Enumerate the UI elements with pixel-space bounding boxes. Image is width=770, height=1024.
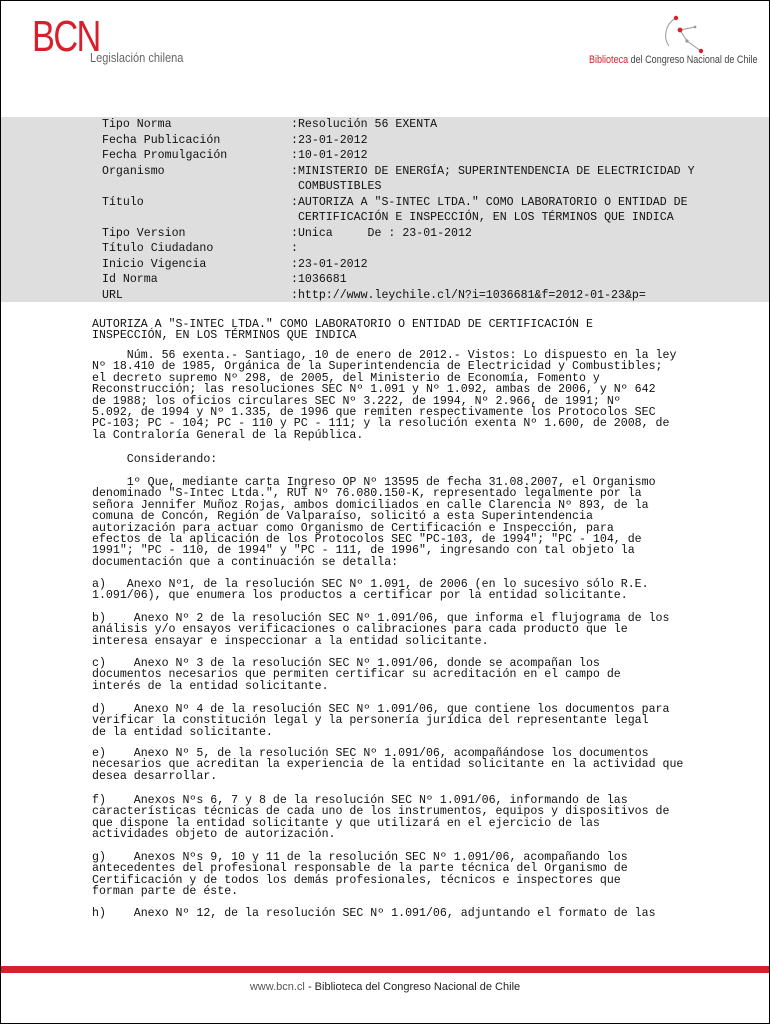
meta-label: Título Ciudadano [102, 242, 214, 255]
metadata-table [1, 117, 769, 302]
library-name-first: Biblioteca [589, 54, 629, 66]
meta-label: Inicio Vigencia [102, 257, 207, 271]
bcn-logo: BCN [32, 12, 100, 61]
meta-label: Tipo Version [102, 226, 186, 240]
list-item-d: d) Anexo Nº 4 de la resolución SEC Nº 1.091/06, que contiene los documentos para verificar la constitución legal y la personería jurídica del representante legal de la entidad solicitante. [92, 703, 670, 739]
footer-url-link[interactable]: www.bcn.cl [249, 981, 305, 993]
library-name [589, 54, 757, 66]
meta-label: Título [102, 195, 144, 209]
paragraph-item-1: 1º Que, mediante carta Ingreso OP Nº 13595 de fecha 31.08.2007, el Organismo denominado "S-Intec Ltda.", RUT Nº 76.080.150-K, representado legalmente por la señora Jennifer Muñoz Rojas, ambos domiciliados en calle Clarencia Nº 893, de la comuna de Concón, Región de Valparaíso, solicitó a esta Superintendencia autorización para actuar como Organismo de Certificación e Inspección, para efectos de la aplicación de los Protocolos SEC "PC-103, de 1994"; "PC - 104, de 1991"; "PC - 110, de 1994" y "PC - 111, de 1996", ingresando con tal objeto la documentación que a continuación se detalla: [92, 476, 656, 569]
meta-label: Organismo [102, 164, 165, 178]
page-footer [1, 981, 769, 993]
footer-label: Biblioteca del Congreso Nacional de Chile [314, 981, 521, 993]
list-item-f: f) Anexos Nºs 6, 7 y 8 de la resolución SEC Nº 1.091/06, informando de las características técnicas de cada uno de los instrumentos, equipos y dispositivos de que dispone la entidad solicitante y que utilizará en el ejercicio de las actividades objeto de autorización. [92, 794, 670, 842]
meta-label: Tipo Norma [102, 118, 172, 131]
meta-label: URL [102, 288, 123, 302]
meta-value: : [291, 242, 298, 255]
meta-value: :AUTORIZA A "S-INTEC LTDA." COMO LABORATORIO O ENTIDAD DE CERTIFICACIÓN E INSPECCIÓN, EN LOS TÉRMINOS QUE INDICA [291, 195, 688, 224]
meta-value: :23-01-2012 [291, 133, 368, 147]
meta-url-link[interactable]: :http://www.leychile.cl/N?i=1036681&f=2012-01-23&p= [291, 288, 646, 302]
meta-value: :23-01-2012 [291, 257, 368, 271]
constellation-icon [657, 14, 705, 56]
paragraph-vistos: Núm. 56 exenta.- Santiago, 10 de enero de 2012.- Vistos: Lo dispuesto en la ley Nº 18.410 de 1985, Orgánica de la Superintendencia de Electricidad y Combustibles; el decreto supremo Nº 298, de 2005, del Ministerio de Economía, Fomento y Reconstrucción; las resoluciones SEC Nº 1.091 y Nº 1.092, ambas de 2006, y Nº 642 de 1988; los oficios circulares SEC Nº 3.222, de 1994, Nº 2.966, de 1991; Nº 5.092, de 1994 y Nº 1.335, de 1996 que remiten respectivamente los Protocolos SEC PC-103; PC - 104; PC - 110 y PC - 111; y la resolución exenta Nº 1.600, de 2008, de la Contraloría General de la República. [92, 349, 677, 442]
list-item-a: a) Anexo Nº1, de la resolución SEC Nº 1.091, de 2006 (en lo sucesivo sólo R.E. 1.091/06), que enumera los productos a certificar por la entidad solicitante. [92, 578, 649, 603]
logo-subtitle: Legislación chilena [90, 50, 184, 65]
library-name-rest: del Congreso Nacional de Chile [628, 54, 758, 66]
meta-value: :10-01-2012 [291, 149, 368, 162]
footer-bar [1, 966, 769, 973]
list-item-c: c) Anexo Nº 3 de la resolución SEC Nº 1.091/06, donde se acompañan los documentos necesarios que permiten certificar su acreditación en el campo de interés de la entidad solicitante. [92, 657, 621, 693]
list-item-e: e) Anexo Nº 5, de la resolución SEC Nº 1.091/06, acompañándose los documentos necesarios que acreditan la experiencia de la entidad solicitante en la actividad que desea desarrollar. [92, 747, 684, 783]
footer-separator: - [304, 981, 315, 993]
list-item-h: h) Anexo Nº 12, de la resolución SEC Nº 1.091/06, adjuntando el formato de las [92, 907, 656, 920]
document-title: AUTORIZA A "S-INTEC LTDA." COMO LABORATORIO O ENTIDAD DE CERTIFICACIÓN E INSPECCIÓN, EN LOS TÉRMINOS QUE INDICA [92, 318, 593, 343]
page-header [1, 1, 769, 113]
list-item-g: g) Anexos Nºs 9, 10 y 11 de la resolución SEC Nº 1.091/06, acompañando los antecedentes del profesional responsable de la parte técnica del Organismo de Certificación y de todos los demás profesionales, técnicos e inspectores que forman parte de éste. [92, 851, 628, 899]
meta-label: Fecha Publicación [102, 133, 221, 147]
meta-value: :Unica De : 23-01-2012 [291, 226, 472, 240]
meta-label: Id Norma [102, 273, 158, 286]
meta-label: Fecha Promulgación [102, 149, 228, 162]
meta-value: :MINISTERIO DE ENERGÍA; SUPERINTENDENCIA DE ELECTRICIDAD Y COMBUSTIBLES [291, 164, 695, 193]
meta-value: :1036681 [291, 273, 347, 286]
meta-value: :Resolución 56 EXENTA [291, 118, 438, 131]
paragraph-considerando: Considerando: [92, 453, 218, 466]
list-item-b: b) Anexo Nº 2 de la resolución SEC Nº 1.091/06, que informa el flujograma de los análisis y/o ensayos verificaciones o calibraciones para cada producto que le interesa ensayar e inspeccionar a la entidad solicitante. [92, 612, 670, 648]
